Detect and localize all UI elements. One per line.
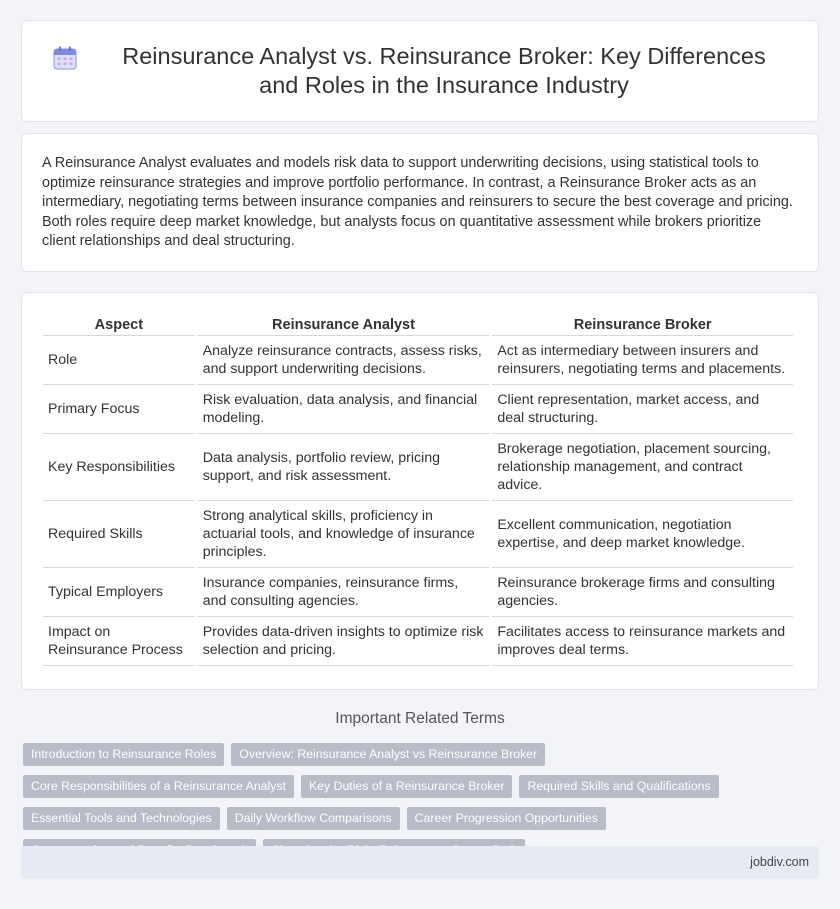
related-term-tag[interactable]: Daily Workflow Comparisons [227, 807, 400, 830]
row-aspect: Role [43, 336, 195, 385]
title-row [22, 21, 818, 121]
related-term-tag[interactable]: Introduction to Reinsurance Roles [23, 743, 224, 766]
row-analyst: Analyze reinsurance contracts, assess risks, and support underwriting decisions. [198, 336, 490, 385]
comparison-table [40, 311, 796, 666]
related-term-tag[interactable]: Overview: Reinsurance Analyst vs Reinsurance Broker [231, 743, 545, 766]
title-card [21, 20, 819, 122]
table-row [43, 568, 793, 617]
row-broker: Brokerage negotiation, placement sourcing, relationship management, and contract advice. [492, 434, 793, 501]
table-row [43, 434, 793, 501]
header-aspect: Aspect [43, 311, 195, 336]
row-aspect: Impact on Reinsurance Process [43, 617, 195, 666]
related-term-tag[interactable]: Required Skills and Qualifications [519, 775, 718, 798]
related-terms-list [23, 743, 823, 862]
row-aspect: Typical Employers [43, 568, 195, 617]
table-row [43, 385, 793, 434]
intro-paragraph: A Reinsurance Analyst evaluates and models risk data to support underwriting decisions, using statistical tools to optimize reinsurance strategies and improve portfolio performance. In contrast, a Reinsurance Broker acts as an intermediary, negotiating terms between insurance companies and reinsurers to secure the best coverage and pricing. Both roles require deep market knowledge, but analysts focus on quantitative assessment while brokers prioritize client relationships and deal structuring. [42, 155, 793, 250]
table-row [43, 617, 793, 666]
related-term-tag[interactable]: Career Progression Opportunities [407, 807, 606, 830]
header-broker: Reinsurance Broker [492, 311, 793, 336]
table-row [43, 336, 793, 385]
page-title: Reinsurance Analyst vs. Reinsurance Broker: Key Differences and Roles in the Insurance Industry [122, 43, 766, 98]
row-broker: Client representation, market access, and deal structuring. [492, 385, 793, 434]
footer [21, 846, 819, 879]
row-analyst: Risk evaluation, data analysis, and financial modeling. [198, 385, 490, 434]
related-term-tag[interactable]: Key Duties of a Reinsurance Broker [301, 775, 512, 798]
comparison-card [21, 292, 819, 690]
row-broker: Act as intermediary between insurers and reinsurers, negotiating terms and placements. [492, 336, 793, 385]
row-analyst: Data analysis, portfolio review, pricing support, and risk assessment. [198, 434, 490, 501]
related-term-tag[interactable]: Core Responsibilities of a Reinsurance Analyst [23, 775, 294, 798]
row-analyst: Insurance companies, reinsurance firms, and consulting agencies. [198, 568, 490, 617]
row-aspect: Primary Focus [43, 385, 195, 434]
row-broker: Facilitates access to reinsurance markets and improves deal terms. [492, 617, 793, 666]
row-aspect: Key Responsibilities [43, 434, 195, 501]
intro-card [21, 133, 819, 272]
calendar-icon [52, 45, 78, 71]
related-term-tag[interactable]: Essential Tools and Technologies [23, 807, 220, 830]
table-header-row [43, 311, 793, 336]
header-analyst: Reinsurance Analyst [198, 311, 490, 336]
row-analyst: Strong analytical skills, proficiency in actuarial tools, and knowledge of insurance principles. [198, 501, 490, 568]
row-broker: Excellent communication, negotiation expertise, and deep market knowledge. [492, 501, 793, 568]
row-broker: Reinsurance brokerage firms and consulting agencies. [492, 568, 793, 617]
footer-site-link[interactable]: jobdiv.com [750, 855, 809, 869]
row-aspect: Required Skills [43, 501, 195, 568]
table-row [43, 501, 793, 568]
row-analyst: Provides data-driven insights to optimize risk selection and pricing. [198, 617, 490, 666]
related-terms-heading: Important Related Terms [335, 710, 505, 727]
